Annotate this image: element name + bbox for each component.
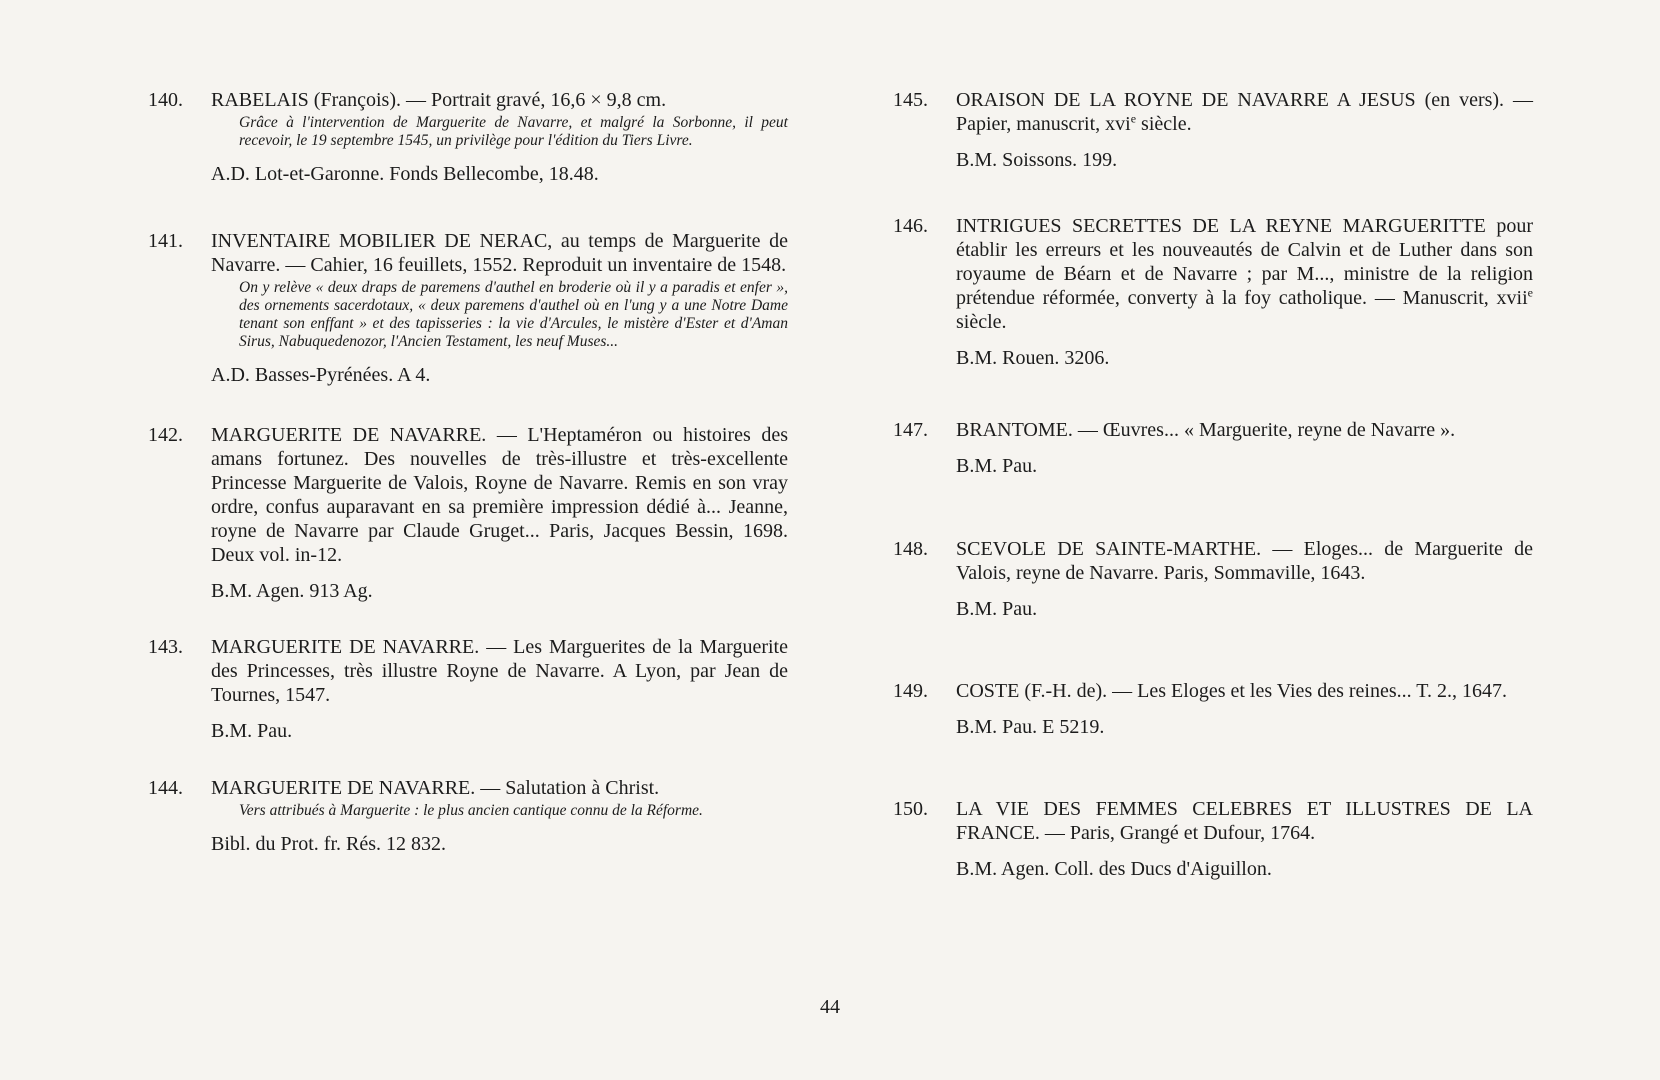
catalogue-entry xyxy=(893,679,1533,739)
entry-text: MARGUERITE DE NAVARRE. — Salutation à Christ. xyxy=(211,777,660,799)
entry-location: B.M. Agen. Coll. des Ducs d'Aiguillon. xyxy=(956,858,1272,880)
catalogue-entry xyxy=(148,423,788,603)
entry-text: INVENTAIRE MOBILIER DE NERAC, au temps de Marguerite de Navarre. — Cahier, 16 feuillets, 1552. Reproduit un inventaire de 1548. xyxy=(211,230,788,276)
entry-body xyxy=(211,423,788,603)
catalogue-entry xyxy=(893,214,1533,370)
entry-location: B.M. Pau. xyxy=(211,720,293,742)
entry-text-main: ORAISON DE LA ROYNE DE NAVARRE A JESUS (en vers). — Papier, manuscrit, xvi xyxy=(956,89,1533,135)
entry-body xyxy=(956,537,1533,621)
entry-text: COSTE (F.-H. de). — Les Eloges et les Vies des reines... T. 2., 1647. xyxy=(956,680,1508,702)
entry-location: B.M. Agen. 913 Ag. xyxy=(211,580,373,602)
entry-number: 140. xyxy=(148,89,183,111)
entry-body xyxy=(956,418,1533,478)
entry-location: B.M. Soissons. 199. xyxy=(956,149,1118,171)
catalogue-entry xyxy=(148,635,788,743)
catalogue-entry xyxy=(148,88,788,186)
catalogue-entry xyxy=(148,776,788,856)
left-column xyxy=(148,88,788,856)
entry-number: 144. xyxy=(148,777,183,799)
entry-location: B.M. Pau. xyxy=(956,598,1038,620)
entry-number: 142. xyxy=(148,424,183,446)
catalogue-entry xyxy=(893,797,1533,881)
entry-text: SCEVOLE DE SAINTE-MARTHE. — Eloges... de Marguerite de Valois, reyne de Navarre. Paris, Sommaville, 1643. xyxy=(956,538,1533,584)
century-superscript: e xyxy=(1527,285,1533,300)
entry-location: B.M. Pau. xyxy=(956,455,1038,477)
entry-location: A.D. Lot-et-Garonne. Fonds Bellecombe, 18.48. xyxy=(211,163,599,185)
entry-body xyxy=(956,214,1533,370)
entry-location: B.M. Rouen. 3206. xyxy=(956,347,1110,369)
century-superscript: e xyxy=(1130,111,1137,126)
entry-text xyxy=(956,214,1533,334)
entry-note: Vers attribués à Marguerite : le plus ancien cantique connu de la Réforme. xyxy=(239,802,703,819)
entry-number: 150. xyxy=(893,798,928,820)
entry-text xyxy=(956,88,1533,136)
entry-text: BRANTOME. — Œuvres... « Marguerite, reyne de Navarre ». xyxy=(956,419,1456,441)
entry-body xyxy=(956,679,1533,739)
entry-number: 147. xyxy=(893,419,928,441)
entry-number: 145. xyxy=(893,89,928,111)
entry-number: 143. xyxy=(148,636,183,658)
page-number: 44 xyxy=(820,996,840,1018)
entry-body xyxy=(211,88,788,186)
entry-location: Bibl. du Prot. fr. Rés. 12 832. xyxy=(211,833,447,855)
entry-location: A.D. Basses-Pyrénées. A 4. xyxy=(211,364,431,386)
entry-text: MARGUERITE DE NAVARRE. — L'Heptaméron ou histoires des amans fortunez. Des nouvelles de très-illustre et très-excellente Princesse Marguerite de Valois, Royne de Navarre. Remis en son vray ordre, confus auparavant en sa première impression dédié à... Jeanne, royne de Navarre par Claude Gruget... Paris, Jacques Bessin, 1698. Deux vol. in-12. xyxy=(211,424,788,566)
entry-note: Grâce à l'intervention de Marguerite de Navarre, et malgré la Sorbonne, il peut recevoir, le 19 septembre 1545, un privilège pour l'édition du Tiers Livre. xyxy=(239,114,788,149)
entry-body xyxy=(211,776,788,856)
entry-body xyxy=(211,229,788,387)
entry-body xyxy=(956,88,1533,172)
entry-text: RABELAIS (François). — Portrait gravé, 16,6 × 9,8 cm. xyxy=(211,89,667,111)
entry-number: 146. xyxy=(893,215,928,237)
catalogue-entry xyxy=(893,418,1533,478)
entry-number: 141. xyxy=(148,230,183,252)
entry-number: 148. xyxy=(893,538,928,560)
entry-note: On y relève « deux draps de paremens d'authel en broderie où il y a paradis et enfer », des ornements sacerdotaux, « deux paremens d'authel où en l'ung y a une Notre Dame tenant son enffant » et des tapisseries : la vie d'Arcules, le mistère d'Ester et d'Aman Sirus, Nabuquedenozor, l'Ancien Testament, les neuf Muses... xyxy=(239,279,788,350)
entry-body xyxy=(211,635,788,743)
entry-text: LA VIE DES FEMMES CELEBRES ET ILLUSTRES DE LA FRANCE. — Paris, Grangé et Dufour, 1764. xyxy=(956,798,1533,844)
entry-body xyxy=(956,797,1533,881)
entry-number: 149. xyxy=(893,680,928,702)
right-column xyxy=(893,88,1533,881)
entry-text-end: siècle. xyxy=(956,311,1007,333)
entry-location: B.M. Pau. E 5219. xyxy=(956,716,1105,738)
catalogue-entry xyxy=(893,537,1533,621)
catalogue-entry xyxy=(893,88,1533,172)
entry-text-end: siècle. xyxy=(1136,113,1192,135)
catalogue-entry xyxy=(148,229,788,387)
entry-text: MARGUERITE DE NAVARRE. — Les Marguerites de la Marguerite des Princesses, très illustre Royne de Navarre. A Lyon, par Jean de Tournes, 1547. xyxy=(211,636,788,706)
entry-text-main: INTRIGUES SECRETTES DE LA REYNE MARGUERITTE pour établir les erreurs et les nouveautés de Calvin et de Luther dans son royaume de Béarn et de Navarre ; par M..., ministre de la religion prétendue réformée, converty à la foy catholique. — Manuscrit, xvii xyxy=(956,215,1533,309)
